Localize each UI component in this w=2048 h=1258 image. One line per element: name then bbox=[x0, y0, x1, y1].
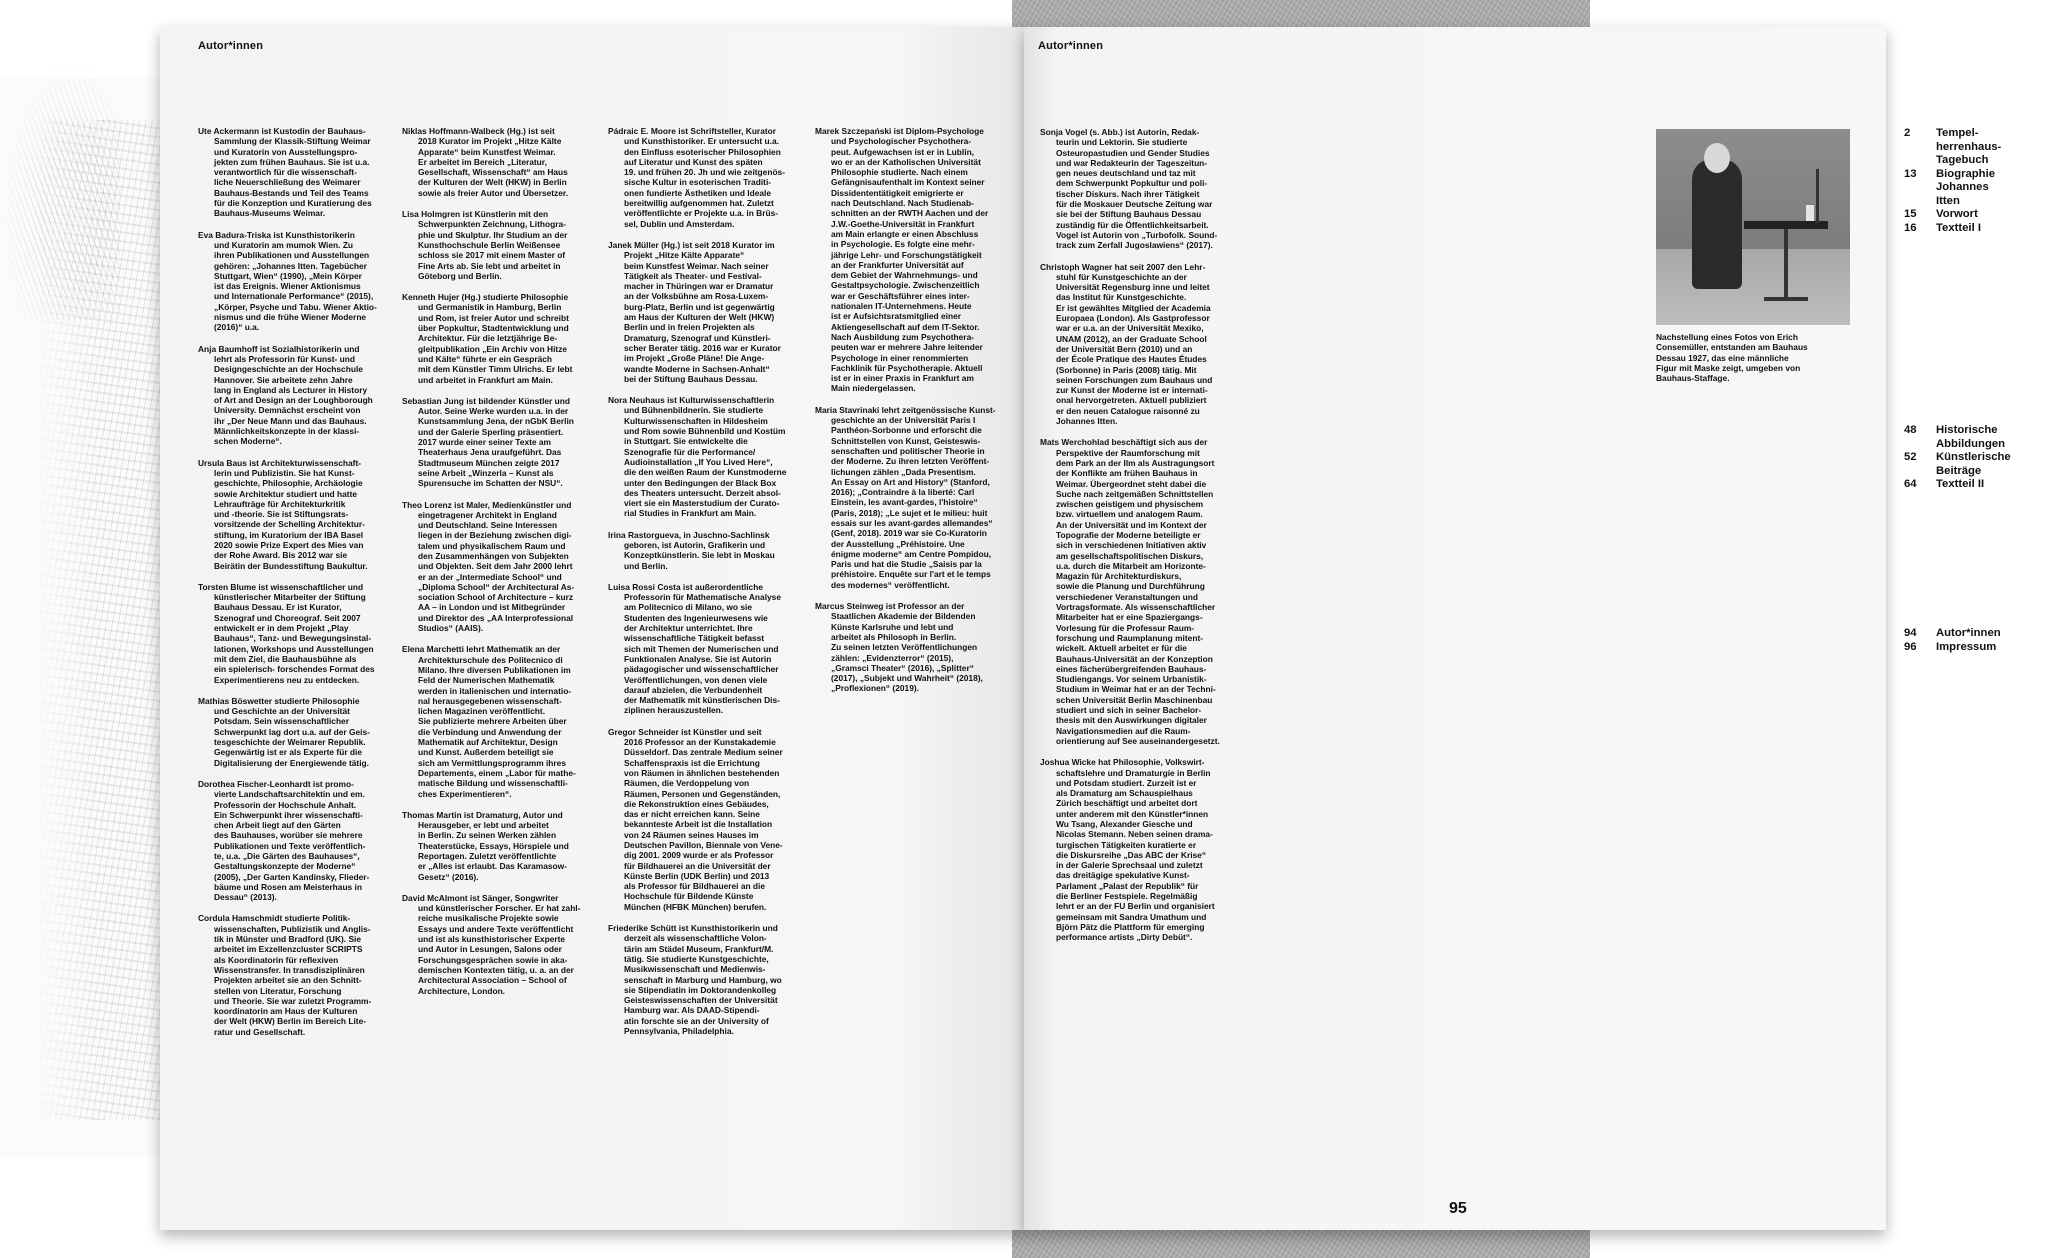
bio-entry: Mathias Böswetter studierte Philosophie und Geschichte an der Universität Potsdam. Sein wissenschaftlicher Schwerpunkt lag dort u.a. auf der Geis- tesgeschichte der Weimarer Republik. Gegenwärtig ist er als Experte für die Digitalisierung der Energiewende tätig. bbox=[198, 695, 370, 768]
bio-entry: Friederike Schütt ist Kunsthistorikerin und derzeit als wissenschaftliche Volon- tärin am Städel Museum, Frankfurt/M. tätig. Sie studierte Kunstgeschichte, Musikwissenschaft und Medienwis- senschaft in Marburg und Hamburg, wo sie Stipendiatin im Doktorandenkolleg Geisteswissenschaften der Universität Hamburg war. Als DAAD-Stipendi- atin forschte sie an der University of Pennsylvania, Philadelphia. bbox=[608, 923, 782, 1037]
bio-column-2 bbox=[402, 126, 597, 1007]
bio-entry: Cordula Hamschmidt studierte Politik- wissenschaften, Publizistik und Anglis- tik in Münster und Bradford (UK). Sie arbeitet im Exzellenzcluster SCRIPTS als Koordinatorin für reflexiven Wissenstransfer. In transdisziplinären Projekten arbeitet sie an den Schnitt- stellen von Literatur, Forschung und Theorie. Sie war zuletzt Programm- koordinatorin am Haus der Kulturen der Welt (HKW) Berlin im Bereich Lite- ratur und Gesellschaft. bbox=[198, 913, 372, 1037]
right-page bbox=[1024, 27, 2011, 1230]
running-head-right: Autor*innen bbox=[1038, 40, 1104, 52]
bio-column-1 bbox=[198, 126, 388, 1048]
bio-entry: Nora Neuhaus ist Kulturwissenschaftlerin und Bühnenbildnerin. Sie studierte Kulturwissenschaften in Hildesheim und Rom sowie Bühnenbild und Kostüm in Stuttgart. Sie entwickelte die Szenografie für die Performance/ Audioinstallation „If You Lived Here“, die den weißen Raum der Kunstmoderne unter den Bedingungen der Black Box des Theaters untersucht. Derzeit absol- viert sie ein Masterstudium der Curato- rial Studies in Frankfurt am Main. bbox=[608, 395, 787, 519]
bio-entry: Pádraic E. Moore ist Schriftsteller, Kurator und Kunsthistoriker. Er untersucht u.a. den Einfluss esoterischer Philosophien auf Literatur und Kunst des späten 19. und frühen 20. Jh und wie zeitgenös- sische Kultur in esoterischen Traditi- onen fundierte Ästhetiken und Ideale bereitwillig aufgenommen hat. Zuletzt veröffentlichte er Projekte u.a. in Brüs- sel, Dublin und Amsterdam. bbox=[608, 126, 786, 229]
bio-entry: Gregor Schneider ist Künstler und seit 2016 Professor an der Kunstakademie Düsseldorf. Das zentrale Medium seiner Schaffenspraxis ist die Errichtung von Räumen in ähnlichen bestehenden Räumen, die Verdoppelung von Räumen, Personen und Gegenständen, die Rekonstruktion eines Gebäudes, das er nicht erreichen kann. Seine bekannteste Arbeit ist die Installation von 24 Räumen seines Hauses im Deutschen Pavillon, Biennale von Vene- dig 2001. 2009 wurde er als Professor für Bildhauerei an die Universität der Künste Berlin (UDK Berlin) und 2013 als Professor für Bildhauerei an die Hochschule für Bildende Künste München (HFBK München) berufen. bbox=[608, 726, 783, 912]
toc-page-number: 15 bbox=[1904, 208, 1917, 220]
bio-entry: Marcus Steinweg ist Professor an der Staatlichen Akademie der Bildenden Künste Karlsruhe und lebt und arbeitet als Philosoph in Berlin. Zu seinen letzten Veröffentlichungen zählen: „Evidenzterror“ (2015), „Gramsci Theater“ (2016), „Splitter“ (2017), „Subjekt und Wahrheit“ (2018), „Proflexionen“ (2019). bbox=[815, 601, 983, 694]
toc-entry bbox=[1904, 424, 2011, 451]
bio-entry: Lisa Holmgren ist Künstlerin mit den Schwerpunkten Zeichnung, Lithogra- phie und Skulptur. Ihr Studium an der Kunsthochschule Berlin Weißensee schloss sie 2017 mit einem Master of Fine Arts ab. Sie lebt und arbeitet in Göteborg und Berlin. bbox=[402, 209, 568, 281]
toc-entry bbox=[1904, 478, 2011, 492]
bio-entry: Maria Stavrinaki lehrt zeitgenössische Kunst- geschichte an der Universität Paris I Panthéon-Sorbonne und erforscht die Schnittstellen von Kunst, Geisteswis- senschaften und politischer Theorie in der Moderne. Zu ihren letzten Veröffent- lichungen zählen „Dada Presentism. An Essay on Art and History“ (Stanford, 2016); „Contraindre à la liberté: Carl Einstein, les avant-gardes, l'histoire“ (Paris, 2018); „Le sujet et le milieu: huit essais sur les avant-gardes allemandes“ (Genf, 2018). 2019 war sie Co-Kuratorin der Ausstellung „Préhistoire. Une énigme moderne“ am Centre Pompidou, Paris und hat die Studie „Saisis par la préhistoire. Enquête sur l'art et le temps des modernes“ veröffentlicht. bbox=[815, 404, 996, 590]
bio-column-5 bbox=[1040, 127, 1240, 954]
toc-entry bbox=[1904, 627, 2001, 641]
bio-entry: Ute Ackermann ist Kustodin der Bauhaus- Sammlung der Klassik-Stiftung Weimar und Kuratorin von Ausstellungspro- jekten zum frühen Bauhaus. Sie ist u.a. verantwortlich für die wissenschaft- liche Neuerschließung des Weimarer Bauhaus-Bestands und Teil des Teams für die Konzeption und Kuratierung des Bauhaus-Museums Weimar. bbox=[198, 126, 372, 219]
toc-page-number: 16 bbox=[1904, 221, 1917, 234]
bio-entry: Christoph Wagner hat seit 2007 den Lehr- stuhl für Kunstgeschichte an der Universität Regensburg inne und leitet das Institut für Kunstgeschichte. Er ist gewähltes Mitglied der Academia Europaea (London). Als Gastprofessor war er u.a. an der Universität Mexiko, UNAM (2012), an der Graduate School der Universität Bern (2010) und an der École Pratique des Hautes Études (Sorbonne) in Paris (2008) tätig. Mit seinen Forschungen zum Bauhaus und zur Kunst der Moderne ist er internati- onal hervorgetreten. Aktuell publiziert er den neuen Catalogue raisonné zu Johannes Itten. bbox=[1040, 261, 1213, 427]
bio-entry: Joshua Wicke hat Philosophie, Volkswirt- schaftslehre und Dramaturgie in Berlin und Potsdam studiert. Zurzeit ist er als Dramaturg am Schauspielhaus Zürich beschäftigt und arbeitet dort unter anderem mit den Künstler*innen Wu Tsang, Alexander Giesche und Nicolas Stemann. Neben seinen drama- turgischen Tätigkeiten kuratierte er die Diskursreihe „Das ABC der Krise“ in der Galerie Sprechsaal und zuletzt das dreitägige spekulative Kunst- Parlament „Palast der Republik“ für die Berliner Festspiele. Regelmäßig lehrt er an der FU Berlin und organisiert gemeinsam mit Sandra Umathum und Björn Pätz die Plattform für emerging performance artists „Dirty Debüt“. bbox=[1040, 757, 1215, 943]
toc-label: Biographie Johannes Itten bbox=[1936, 167, 1995, 207]
page-number: 95 bbox=[1449, 1200, 1467, 1217]
bio-entry: Elena Marchetti lehrt Mathematik an der Architekturschule des Politecnico di Milano. Ihre diversen Publikationen im Feld der Numerischen Mathematik werden in italienischen und internatio- nal herausgegebenen wissenschaft- lichen Magazinen veröffentlicht. Sie publizierte mehrere Arbeiten über die Verbindung und Anwendung der Mathematik auf Architektur, Design und Kunst. Außerdem beteiligt sie sich am Vermittlungsprogramm ihres Departements, einem „Labor für mathe- matische Bildung und wissenschaftli- ches Experimentieren“. bbox=[402, 644, 576, 799]
toc-page-number: 2 bbox=[1904, 127, 1911, 139]
bio-column-4 bbox=[815, 126, 1020, 705]
bio-entry: Sonja Vogel (s. Abb.) ist Autorin, Redak- teurin und Lektorin. Sie studierte Osteuropastudien und Gender Studies und war Redakteurin der Tageszeitun- gen neues deutschland und taz mit dem Schwerpunkt Popkultur und poli- tischer Diskurs. Nach ihrer Tätigkeit für die Moskauer Deutsche Zeitung war sie bei der Stiftung Bauhaus Dessau zuständig für die Öffentlichkeitsarbeit. Vogel ist Autorin von „Turbofolk. Sound- track zum Zerfall Jugoslawiens“ (2017). bbox=[1040, 127, 1218, 251]
toc-label: Künstlerische Beiträge bbox=[1936, 451, 2011, 477]
bio-entry: Thomas Martin ist Dramaturg, Autor und Herausgeber, er lebt und arbeitet in Berlin. Zu seinen Werken zählen Theaterstücke, Essays, Hörspiele und Reportagen. Zuletzt veröffentlichte er „Alles ist erlaubt. Das Karamasow- Gesetz“ (2016). bbox=[402, 809, 569, 882]
bio-entry: Anja Baumhoff ist Sozialhistorikerin und lehrt als Professorin für Kunst- und Designgeschichte an der Hochschule Hannover. Sie arbeitete zehn Jahre lang in England als Lecturer in History of Art and Design an der Loughborough University. Demnächst erscheint von ihr „Der Neue Mann und das Bauhaus. Männlichkeitskonzepte in der klassi- schen Moderne“. bbox=[198, 343, 373, 447]
toc-label: Impressum bbox=[1936, 640, 1997, 653]
toc-label: Textteil I bbox=[1936, 221, 1981, 234]
bio-entry: Marek Szczepański ist Diplom-Psychologe und Psychologischer Psychothera- peut. Aufgewachsen ist er in Lublin, wo er an der Katholischen Universität Philosophie studierte. Nach einem Gefängnisaufenthalt im Kontext seiner Dissidententätigkeit emigrierte er nach Deutschland. Nach Studienab- schnitten an der RWTH Aachen und der J.W.-Goethe-Universität in Frankfurt am Main erlangte er einen Abschluss in Psychologie. Es folgte eine mehr- jährige Lehr- und Forschungstätigkeit an der Frankfurter Universität auf dem Gebiet der Wahrnehmungs- und Gestaltpsychologie. Zwischenzeitlich war er Geschäftsführer eines inter- nationalen IT-Unternehmens. Heute ist er Aufsichtsratsmitglied einer Aktiengesellschaft auf dem IT-Sektor. Nach Ausbildung zum Psychothera- peuten war er mehrere Jahre leitender Psychologe in einer renommierten Fachklinik für Psychotherapie. Aktuell ist er in einer Praxis in Frankfurt am Main niedergelassen. bbox=[815, 126, 989, 394]
bio-entry: Irina Rastorgueva, in Juschno-Sachlinsk geboren, ist Autorin, Grafikerin und Konzeptkünstlerin. Sie lebt in Moskau und Berlin. bbox=[608, 529, 775, 571]
photo-caption: Nachstellung eines Fotos von Erich Consemüller, entstanden am Bauhaus Dessau 1927, das eine männliche Figur mit Maske zeigt, umgeben von Bauhaus-Staffage. bbox=[1656, 332, 1808, 384]
toc-page-number: 48 bbox=[1904, 424, 1917, 436]
bio-entry: Dorothea Fischer-Leonhardt ist promo- vierte Landschaftsarchitektin und em. Professorin der Hochschule Anhalt. Ein Schwerpunkt ihrer wissenschafti- chen Arbeit liegt auf den Gärten des Bauhauses, worüber sie mehrere Publikationen und Texte veröffentlich- te, u.a. „Die Gärten des Bauhauses“, Gestaltungskonzepte der Moderne“ (2005), „Der Garten Kandinsky, Flieder- bäume und Rosen am Meisterhaus in Dessau“ (2013). bbox=[198, 778, 370, 903]
toc-entry bbox=[1904, 168, 2001, 209]
bio-entry: Niklas Hoffmann-Walbeck (Hg.) ist seit 2018 Kurator im Projekt „Hitze Kälte Apparate“ beim Kunstfest Weimar. Er arbeitet im Bereich „Literatur, Gesellschaft, Wissenschaft“ am Haus der Kulturen der Welt (HKW) in Berlin sowie als freier Autor und Übersetzer. bbox=[402, 126, 569, 198]
pencil-sketch-detail bbox=[0, 60, 120, 320]
toc-group-1 bbox=[1904, 127, 2001, 235]
left-page bbox=[160, 27, 1024, 1230]
toc-label: Vorwort bbox=[1936, 208, 1978, 220]
running-head-left: Autor*innen bbox=[198, 40, 264, 52]
toc-label: Historische Abbildungen bbox=[1936, 424, 2006, 450]
bio-entry: Theo Lorenz ist Maler, Medienkünstler und eingetragener Architekt in England und Deutschland. Seine Interessen liegen in der Beziehung zwischen digi- talem und physikalischem Raum und den Zusammenhängen von Subjekten und Objekten. Seit dem Jahr 2000 lehrt er an der „Intermediate School“ und „Diploma School“ der Architectural As- sociation School of Architecture – kurz AA – in London und ist Mitbegründer und Direktor des „AA Interprofessional Studios“ (AAIS). bbox=[402, 499, 575, 634]
bio-entry: Eva Badura-Triska ist Kunsthistorikerin und Kuratorin am mumok Wien. Zu ihren Publikationen und Ausstellungen gehören: „Johannes Itten. Tagebücher Stuttgart, Wien“ (1990), „Mein Körper ist das Ereignis. Wiener Aktionismus und Internationale Performance“ (2015), „Körper, Psyche und Tabu. Wiener Aktio- nismus und die frühe Wiener Moderne (2016)“ u.a. bbox=[198, 229, 377, 333]
toc-label: Tempel- herrenhaus- Tagebuch bbox=[1936, 127, 2002, 166]
toc-page-number: 94 bbox=[1904, 627, 1917, 639]
bio-entry: Torsten Blume ist wissenschaftlicher und künstlerischer Mitarbeiter der Stiftung Bauhaus Dessau. Er ist Kurator, Szenograf und Choreograf. Seit 2007 entwickelt er in dem Projekt „Play Bauhaus“, Tanz- und Bewegungsinstal- lationen, Workshops und Ausstellungen mit dem Ziel, die Bauhausbühne als ein spielerisch- forschendes Format des Experimentierens neu zu entdecken. bbox=[198, 581, 375, 685]
toc-entry bbox=[1904, 641, 2001, 655]
bio-entry: Luisa Rossi Costa ist außerordentliche Professorin für Mathematische Analyse am Politecnico di Milano, wo sie Studenten des Ingenieurwesens wie der Architektur unterrichtet. Ihre wissenschaftliche Tätigkeit befasst sich mit Themen der Numerischen und Funktionalen Analyse. Sie ist Autorin pädagogischer und wissenschaftlicher Veröffentlichungen, von denen viele darauf abzielen, die Verbundenheit der Mathematik mit künstlerischen Dis- ziplinen herauszustellen. bbox=[608, 581, 782, 716]
toc-group-2 bbox=[1904, 424, 2011, 492]
toc-page-number: 52 bbox=[1904, 451, 1917, 463]
toc-entry bbox=[1904, 451, 2011, 478]
bio-entry: Ursula Baus ist Architekturwissenschaft- lerin und Publizistin. Sie hat Kunst- geschichte, Philosophie, Archäologie sowie Architektur studiert und hatte Lehraufträge für Architekturkritik und -theorie. Sie ist Stiftungsrats- vorsitzende der Schelling Architektur- stiftung, im Kuratorium der IBA Basel 2020 sowie Prize Expert des Mies van der Rohe Award. Bis 2012 war sie Beirätin der Bundesstiftung Baukultur. bbox=[198, 457, 368, 571]
toc-label: Autor*innen bbox=[1936, 627, 2001, 639]
toc-page-number: 96 bbox=[1904, 640, 1917, 653]
toc-label: Textteil II bbox=[1936, 478, 1985, 490]
toc-page-number: 64 bbox=[1904, 478, 1917, 490]
toc-entry bbox=[1904, 127, 2001, 168]
bio-entry: Kenneth Hujer (Hg.) studierte Philosophie und Germanistik in Hamburg, Berlin und Rom, ist freier Autor und schreibt über Popkultur, Stadtentwicklung und Architektur. Für die letztjährige Be- gleitpublikation „Ein Archiv von Hitze und Kälte“ führte er ein Gespräch mit dem Künstler Timm Ulrichs. Er lebt und arbeitet in Frankfurt am Main. bbox=[402, 292, 573, 385]
bio-column-3 bbox=[608, 126, 808, 1047]
bio-entry: David McAlmont ist Sänger, Songwriter und künstlerischer Forscher. Er hat zahl- reiche musikalische Projekte sowie Essays und andere Texte veröffentlicht und ist als kunsthistorischer Experte und Autor in Lesungen, Salons oder Forschungsgesprächen sowie in aka- demischen Kontexten tätig, u. a. an der Architectural Association – School of Architecture, London. bbox=[402, 892, 581, 996]
toc-page-number: 13 bbox=[1904, 167, 1917, 180]
toc-group-3 bbox=[1904, 627, 2001, 654]
bauhaus-photo bbox=[1656, 129, 1850, 325]
bio-entry: Sebastian Jung ist bildender Künstler und Autor. Seine Werke wurden u.a. in der Kunstsammlung Jena, der nGbK Berlin und der Galerie Sperling präsentiert. 2017 wurde einer seiner Texte am Theaterhaus Jena uraufgeführt. Das Stadtmuseum München zeigte 2017 seine Arbeit „Winzerla – Kunst als Spurensuche im Schatten der NSU“. bbox=[402, 395, 574, 489]
bio-entry: Mats Werchohlad beschäftigt sich aus der Perspektive der Raumforschung mit dem Park an der Ilm als Austragungsort der Konflikte am frühen Bauhaus in Weimar. Übergeordnet steht dabei die Suche nach zeitgemäßen Schnittstellen zwischen geistigem und physischem bzw. virtuellem und analogem Raum. An der Universität und im Kontext der Topografie der Moderne beteiligte er sich in verschiedenen Initiativen aktiv am gesellschaftspolitischen Diskurs, u.a. durch die Mitarbeit am Horizonte- Magazin für Architekturdiskurs, sowie die Planung und Durchführung verschiedener Veranstaltungen und Vortragsformate. Als wissenschaftlicher Mitarbeiter hat er eine Spaziergangs- Vorlesung für die Professur Raum- forschung und Raumplanung mitent- wickelt. Aktuell arbeitet er für die Bauhaus-Universität an der Konzeption eines fächerübergreifenden Bauhaus- Studiengangs. Vor seinem Urbanistik- Studium in Weimar hat er an der Techni- schen Universität Berlin Maschinenbau studiert und sich in seiner Bachelor- thesis mit den Auswirkungen digitaler Navigationsmedien auf die Raum- orientierung auf See auseinandergesetzt. bbox=[1040, 437, 1220, 746]
bio-entry: Janek Müller (Hg.) ist seit 2018 Kurator im Projekt „Hitze Kälte Apparate“ beim Kunstfest Weimar. Nach seiner Tätigkeit als Theater- und Festival- macher in Thüringen war er Dramatur an der Volksbühne am Rosa-Luxem- burg-Platz, Berlin und ist gegenwärtig am Haus der Kulturen der Welt (HKW) Berlin und in freien Projekten als Dramaturg, Szenograf und Künstleri- scher Berater tätig. 2016 war er Kurator im Projekt „Große Pläne! Die Ange- wandte Moderne in Sachsen-Anhalt“ bei der Stiftung Bauhaus Dessau. bbox=[608, 239, 781, 384]
toc-entry bbox=[1904, 208, 2001, 222]
toc-entry bbox=[1904, 222, 2001, 236]
